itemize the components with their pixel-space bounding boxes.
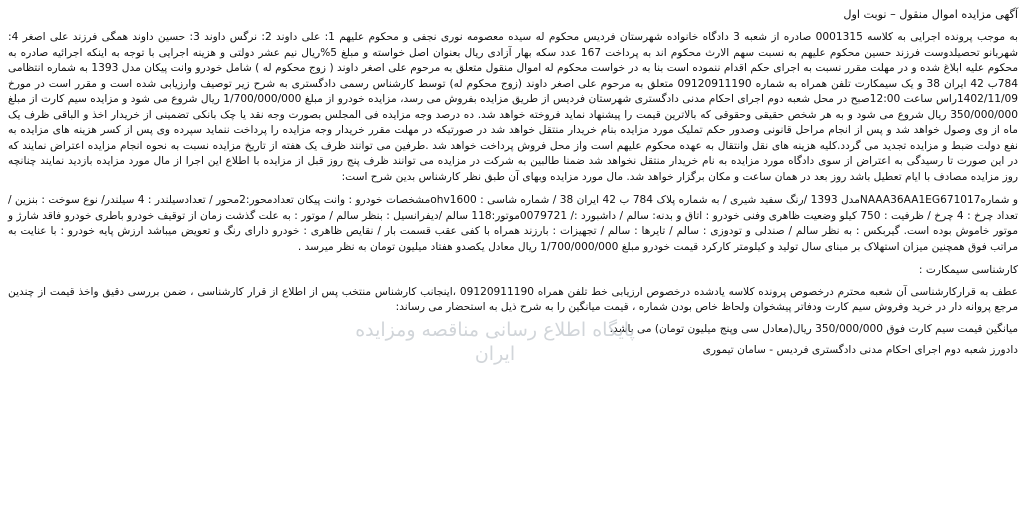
vehicle-specs-paragraph: و شمارهNAAA36AA1EG671017مدل 1393 /رنگ سفید شیری / به شماره پلاک 784 ب 42 ایران 38 / شماره شاسی : ohv1600مشخصات خودرو : وانت پیکان تعدادمحور:2محور / تعدادسیلندر : 4 سیلندر/ نوع سوخت : بنزین / تعداد چرخ : 4 چرخ / ظرفیت : 750 کیلو وضعیت ظاهری وفنی خودرو : اتاق و بدنه: سالم / داشبورد :/ 0079721موتور:118 سالم /دیفرانسیل : بنظر سالم / موتور : به علت گذشت زمان از توقیف خودرو باطری خودرو فاقد شارژ و موتور خاموش بوده است. گیربکس : به نظر سالم / صندلی و تودوزی : سالم / تایرها : سالم / تجهیزات : بارزند همراه با کفی عقب قسمت بار / نقایص ظاهری : خودرو دارای رنگ و تعویض میباشد ارزش پایه خودرو : با عنایت به مراتب فوق همچنین میزان استهلاک بر مبنای سال تولید و کیلومتر کارکرد قیمت خودرو مبلغ 1/700/000/000 ریال معادل یکصدو هفتاد میلیون تومان به نظر میرسد .: [8, 194, 1018, 253]
spacer: [8, 185, 1018, 193]
notice-main-paragraph: به موجب پرونده اجرایی به کلاسه 0001315 صادره از شعبه 3 دادگاه خانواده شهرستان فردیس محکوم له سیده معصومه نوری نجفی و محکوم علیهم 1: علی داوند 2: نرگس داوند 3: حسین داوند همگی فرزند علی اصغر 4: شهربانو تحصیلدوست فرزند حسین محکوم علیهم به نسبت سهم الارث محکوم اند به پرداخت 167 عدد سکه بهار آزادی ریال بعنوان اصل خواسته و مبلغ 5%ریال نیم عشر دولتی و هزینه اجرایی با توجه به اینکه اجرائیه صادره به محکوم علیه ابلاغ شده و در مهلت مقرر نسبت به اجرای حکم اقدام ننموده است بنا به در خواست محکوم له اموال منقول متعلق به مرحوم علی اصغر داوند ( زوج محکوم له ) شامل خودرو وانت پیکان مدل 1393 به شماره انتظامی 784ب 42 ایران 38 و یک سیمکارت تلفن همراه به شماره 09120911190 متعلق به مرحوم علی اصغر داوند (زوج محکوم له) توسط کارشناس رسمی دادگستری به شرح زیر توصیف وارزیابی شده است و مقرر است در مورخ 1402/11/09راس ساعت 12:00صبح در محل شعبه دوم اجرای احکام مدنی دادگستری شهرستان فردیس از طریق مزایده بفروش می رسد، مزایده خودرو از مبلغ 1/700/000/000 ریال شروع می شود و مزایده سیم کارت از مبلغ 350/000/000 ریال شروع می شود و به هر شخص حقیقی وحقوقی که بالاترین قیمت را پیشنهاد نماید فروخته خواهد شد. ده درصد وجه مزایده فی المجلس بصورت وجه نقد یا چک بانکی تضمینی از خریدار اخذ و الباقی ظرف یک ماه از وی وصول خواهد شد و پس از انجام مراحل قانونی وصدور حکم تملیک مورد مزایده بنام خریدار منتقل خواهد شد در صورتیکه در مهلت مقرر خریدار وجه مزایده را پرداخت ننماید سپرده وی پس از کسر هزینه های مزایده به نفع دولت ضبط و مزایده تجدید می گردد.کلیه هزینه های نقل وانتقال به عهده محکوم علیهم است واز محل فروش پرداخت خواهد شد .طرفین می توانند ظرف یک هفته از تاریخ مزایده نسبت به نحوه انجام مزایده اعتراض نمایند که در این صورت تا رسیدگی به اعتراض از سوی دادگاه مورد مزایده به نام خریدار منتقل نخواهد شد ضمنا طالبین به شرکت در مزایده می توانند ظرف پنج روز قبل از مزایده با اطلاع این اجرا از مال مورد مزایده بازدید نمایند چنانچه روز مزایده مصادف با ایام تعطیل باشد روز بعد در همان ساعت و مکان برگزار خواهد شد. مال مورد مزایده وبهای آن طبق نظر کارشناس بدین شرح است:: [8, 31, 1018, 183]
spacer: [8, 255, 1018, 263]
notice-title: آگهی مزایده اموال منقول – نوبت اول: [843, 8, 1018, 21]
sim-expert-paragraph: عطف به قرارکارشناسی آن شعبه محترم درخصوص پرونده کلاسه یادشده درخصوص ارزیابی خط تلفن همراه 09120911190 ،اینجانب کارشناس منتخب پس از اطلاع از قرار کارشناسی ، ضمن بررسی دقیق واخذ قیمت از چندین مرجع پروانه دار در خرید وفروش سیم کارت ودفاتر پیشخوان ولحاظ خاص بودن شماره ، قیمت میانگین را به شرح ذیل به استحضار می رساند:: [8, 285, 1019, 313]
watermark-line-1: پایگاه اطلاع رسانی مناقصه ومزایده: [355, 319, 635, 341]
sim-expert-heading: کارشناسی سیمکارت :: [918, 264, 1018, 276]
auction-notice-document: [8, 6, 1018, 502]
signature-line: دادورز شعبه دوم اجرای احکام مدنی دادگستری فردیس - سامان تیموری: [702, 344, 1018, 356]
watermark-line-2: ایران: [474, 343, 516, 365]
sim-price-line: میانگین قیمت سیم کارت فوق 350/000/000 ریال(معادل سی وپنج میلیون تومان) می باشد.: [609, 322, 1018, 335]
